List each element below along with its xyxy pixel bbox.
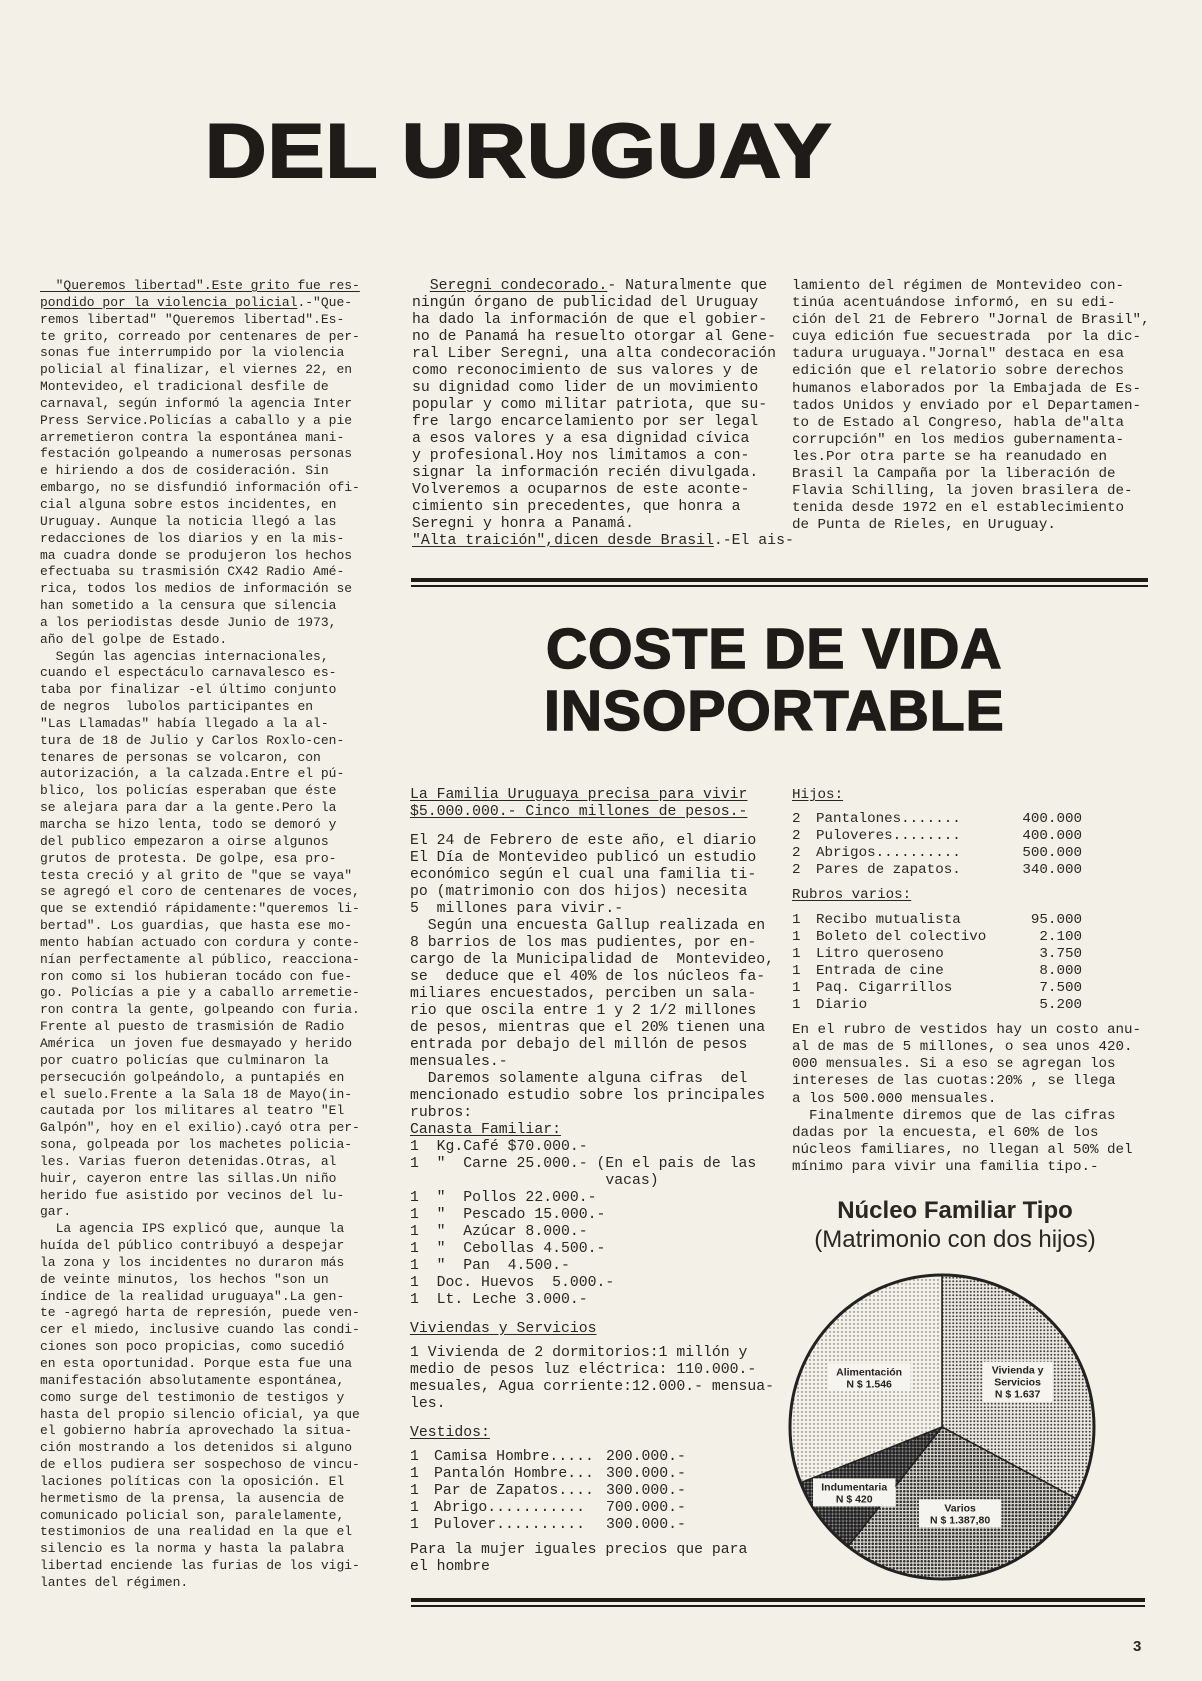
item-name: Pantalones....... <box>816 811 961 828</box>
vestidos-item <box>410 1466 774 1483</box>
item-qty: 1 <box>410 1449 419 1465</box>
item-qty: 1 <box>792 911 801 928</box>
rubros-item <box>792 912 1141 929</box>
item-name: Abrigo........... <box>434 1500 585 1516</box>
subheading-alta-traicion: "Alta traición",dicen desde Brasil <box>412 533 714 549</box>
vestidos-item <box>410 1449 774 1466</box>
canasta-item: 1 " Azúcar 8.000.- <box>410 1224 588 1240</box>
item-price: 8.000 <box>1039 962 1082 979</box>
item-price: 300.000.- <box>606 1466 686 1482</box>
item-qty: 1 <box>792 945 801 962</box>
pie-value-label: N $ 420 <box>835 1493 873 1506</box>
pie-category-label: Servicios <box>994 1376 1041 1389</box>
item-qty: 1 <box>410 1500 419 1516</box>
item-qty: 1 <box>792 997 801 1014</box>
article-left-column <box>40 278 360 1592</box>
headline-coste-de-vida <box>546 618 1005 742</box>
item-name: Recibo mutualista <box>816 911 961 928</box>
article-body: - Naturalmente que ningún órgano de publicidad del Uruguay ha dado la información de que el gobier- no de Panamá ha resuelto otorgar al Gene- ral Liber Seregni, una alta condecoración como reconocimiento de sus valores y de su dignidad como lider de un movimiento popular y como militar patriota, que su- fre largo encarcelamiento por ser legal a esos valores y a esa dignidad cívica y profesional.Hoy nos limitamos a con- signar la información recién divulgada. Volveremos a ocuparnos de este aconte- cimiento sin precedentes, que honra a Seregni y honra a Panamá. <box>412 278 777 532</box>
cost-conclusion: En el rubro de vestidos hay un costo anu- al de mas de 5 millones, o sea unos 420. 000 mensuales. Si a eso se agregan los intereses de las cuotas:20% , se llega a los 500.000 mensuales. Finalmente diremos que de las cifras dadas por la encuesta, el 60% de los núcleos familiares, no llegan al 50% del mínimo para vivir una familia tipo.- <box>792 1022 1142 1175</box>
canasta-list <box>410 1139 774 1309</box>
pie-category-label: Varios <box>944 1502 976 1515</box>
rubros-item <box>792 997 1141 1014</box>
item-price: 300.000.- <box>606 1483 686 1499</box>
headline-line: INSOPORTABLE <box>544 679 1005 743</box>
divider-rule <box>411 1605 1145 1607</box>
cost-heading: La Familia Uruguaya precisa para vivir $5.000.000.- Cinco millones de pesos.- <box>410 787 748 820</box>
cost-intro: El 24 de Febrero de este año, el diario El Día de Montevideo publicó un estudio económico según el cual una familia ti- po (matrimonio con dos hijos) necesita 5 millones para vivir.- Según una encuesta Gallup realizada en 8 barrios de los mas pudientes, por en- cargo de la Municipalidad de Montevideo, se deduce que el 40% de los núcleos fa- miliares encuestados, perciben un sala- rio que oscila entre 1 y 2 1/2 millones de pesos, mientras que el 20% tienen una entrada por debajo del millón de pesos mensuales.- Daremos solamente alguna cifras del mencionado estudio sobre los principales rubros: <box>410 833 775 1121</box>
item-name: Pares de zapatos. <box>816 862 961 879</box>
item-name: Camisa Hombre..... <box>434 1449 594 1465</box>
item-qty: 1 <box>792 962 801 979</box>
rubros-list <box>792 912 1141 1015</box>
canasta-item: 1 " Pan 4.500.- <box>410 1258 570 1274</box>
pie-value-label: N $ 1.387,80 <box>930 1514 991 1527</box>
page-number: 3 <box>1133 1638 1142 1655</box>
vestidos-note: Para la mujer iguales precios que para el hombre <box>410 1542 748 1575</box>
chart-title-block <box>790 1196 1120 1254</box>
hijos-item <box>792 811 1141 828</box>
canasta-heading: Canasta Familiar: <box>410 1122 561 1138</box>
item-price: 340.000 <box>1022 862 1082 879</box>
divider-rule <box>411 578 1148 582</box>
rubros-item <box>792 946 1141 963</box>
item-name: Pulover.......... <box>434 1517 585 1533</box>
subheading-seregni: Seregni condecorado. <box>429 278 608 294</box>
pie-chart <box>780 1262 1110 1592</box>
item-price: 95.000 <box>1030 911 1082 928</box>
item-qty: 1 <box>410 1517 419 1533</box>
indent <box>412 278 430 294</box>
rubros-item <box>792 929 1141 946</box>
item-price: 400.000 <box>1022 828 1082 845</box>
pie-category-label: Vivienda y <box>991 1364 1044 1377</box>
item-price: 700.000.- <box>606 1500 686 1516</box>
item-qty: 2 <box>792 811 801 828</box>
item-name: Litro queroseno <box>816 945 944 962</box>
canasta-item: vacas) <box>410 1173 659 1189</box>
hijos-item <box>792 828 1141 845</box>
item-name: Entrada de cine <box>816 962 944 979</box>
item-qty: 1 <box>792 928 801 945</box>
rubros-heading: Rubros varios: <box>792 887 912 904</box>
item-qty: 2 <box>792 828 801 845</box>
canasta-item: 1 " Cebollas 4.500.- <box>410 1241 606 1257</box>
item-qty: 2 <box>792 845 801 862</box>
canasta-item: 1 Doc. Huevos 5.000.- <box>410 1275 615 1291</box>
cost-middle-column <box>410 787 774 1576</box>
vivienda-heading: Viviendas y Servicios <box>410 1321 597 1337</box>
item-name: Pantalón Hombre... <box>434 1466 594 1482</box>
canasta-item: 1 Lt. Leche 3.000.- <box>410 1292 588 1308</box>
vestidos-heading: Vestidos: <box>410 1425 490 1441</box>
item-qty: 1 <box>410 1483 419 1499</box>
divider-rule <box>411 585 1148 587</box>
item-price: 500.000 <box>1022 845 1082 862</box>
item-name: Puloveres........ <box>816 828 961 845</box>
pie-value-label: N $ 1.546 <box>846 1378 892 1391</box>
item-price: 400.000 <box>1022 811 1082 828</box>
divider-rule <box>411 1598 1145 1602</box>
hijos-item <box>792 862 1141 879</box>
pie-value-label: N $ 1.637 <box>994 1388 1041 1401</box>
pie-category-label: Indumentaria <box>821 1481 888 1494</box>
item-price: 5.200 <box>1039 997 1082 1014</box>
article-body: .-El ais- <box>713 533 794 549</box>
pie-category-label: Alimentación <box>836 1366 903 1379</box>
item-price: 2.100 <box>1039 928 1082 945</box>
item-name: Abrigos.......... <box>816 845 961 862</box>
canasta-item: 1 " Carne 25.000.- (En el pais de las <box>410 1156 757 1172</box>
headline-del-uruguay: DEL URUGUAY <box>205 109 833 194</box>
vestidos-list <box>410 1449 774 1534</box>
item-price: 7.500 <box>1039 979 1082 996</box>
rubros-item <box>792 980 1141 997</box>
item-price: 3.750 <box>1039 945 1082 962</box>
item-qty: 2 <box>792 862 801 879</box>
cost-right-column <box>792 787 1141 1176</box>
article-middle-column <box>412 278 794 550</box>
article-body: .-"Que- remos libertad" "Queremos libertad".Es- te grito, correado por centenares de per- sonas fue interrumpido por la violencia policial al finalizar, el viernes 22, en Montevideo, el tradicional desfile de carnaval, según informó la agencia Inter Press Service.Policías a caballo y a pie arremetieron contra la espontánea mani- festación golpeando a numerosas personas e hiriendo a dos de cosideración. Sin embargo, no se disfundió información ofi- cial alguna sobre estos incidentes, en Uruguay. Aunque la noticia llegó a las redacciones de los diarios y en la mis- ma cuadra donde se produjeron los hechos efectuaba su trasmisión CX42 Radio Amé- rica, todos los medios de información se han sometido a la censura que silencia a los periodistas desde Junio de 1973, año del golpe de Estado. Según las agencias internacionales, cuando el espectáculo carnavalesco es- taba por finalizar -el último conjunto de negros lubolos participantes en "Las Llamadas" había llegado a la al- tura de 18 de Julio y Carlos Roxlo-cen- tenares de personas se volcaron, con autorización, a la calzada.Entre el pú- blico, los policías esperaban que éste se alejara para dar a la gente.Pero la marcha se hizo lenta, todo se demoró y del publico empezaron a oirse algunos grutos de protesta. De golpe, esa pro- testa creció y al grito de "que se vaya" se agregó el coro de centenares de voces, que se extendió rápidamente:"queremos li- bertad". Los guardias, que hasta ese mo- mento habían actuado con cordura y conte- nían perfectamente al público, reacciona- ron como si los hubieran tocádo con fue- go. Policías a pie y a caballo arremetie- ron contra la gente, golpeando con furia. Frente al puesto de trasmisión de Radio América un joven fue desmayado y herido por cuatro policías que culminaron la persecución golpeándolo, a puntapiés en el suelo.Frente a la Sala 18 de Mayo(in- cautada por los militares al teatro "El Galpón", hoy en el exilio).cayó otra per- sona, golpeada por los machetes policia- les. Varias fueron detenidas.Otras, al huir, cayeron entre las sillas.Un niño herido fue asistido por vecinos del lu- gar. La agencia IPS explicó que, aunque la huída del público contribuyó a despejar la zona y los incidentes no duraron más de veinte minutos, los hechos "son un índice de la realidad uruguaya".La gen- te -agregó harta de represión, puede ven- cer el miedo, inclusive cuando las condi- ciones son poco propicias, como sucedió en esta oportunidad. Porque esta fue una manifestación absolutamente espontánea, como surge del testimonio de testigos y hasta del propio silencio oficial, ya que el gobierno habría aprovechado la situa- ción mostrando a los detenidos si alguno de ellos pudiera ser sospechoso de vincu- laciones políticas con la oposición. El hermetismo de la prensa, la ausencia de comunicado policial son, paralelamente, testimonios de una realidad en la que el silencio es la norma y hasta la palabra libertad enciende las furias de los vigi- lantes del régimen. <box>40 294 360 1590</box>
vestidos-item <box>410 1483 774 1500</box>
item-name: Paq. Cigarrillos <box>816 979 953 996</box>
canasta-item: 1 Kg.Café $70.000.- <box>410 1139 588 1155</box>
item-name: Par de Zapatos.... <box>434 1483 594 1499</box>
hijos-heading: Hijos: <box>792 787 844 803</box>
item-name: Diario <box>816 997 868 1014</box>
item-price: 200.000.- <box>606 1449 686 1465</box>
item-qty: 1 <box>410 1466 419 1482</box>
item-qty: 1 <box>792 979 801 996</box>
rubros-item <box>792 963 1141 980</box>
canasta-item: 1 " Pollos 22.000.- <box>410 1190 597 1206</box>
vestidos-item <box>410 1500 774 1517</box>
article-lead: "Queremos libertad".Este grito fue res- pondido por la violencia policial <box>40 278 360 310</box>
chart-subtitle: (Matrimonio con dos hijos) <box>814 1226 1096 1253</box>
article-right-column: lamiento del régimen de Montevideo con- tinúa acentuándose informó, en su edi- ción del 21 de Febrero "Jornal de Brasil", cuya edición fue secuestrada por la dic- tadura uruguaya."Jornal" destaca en esa edición que el relatorio sobre derechos humanos elaborados por la Embajada de Es- tados Unidos y enviado por el Departamen- to de Estado al Congreso, habla de"alta corrupción" en los medios gubernamenta- les.Por otra parte se ha reanudado en Brasil la Campaña por la liberación de Flavia Schilling, la joven brasilera de- tenida desde 1972 en el establecimiento de Punta de Rieles, en Uruguay. <box>792 278 1150 534</box>
vestidos-item <box>410 1517 774 1534</box>
hijos-item <box>792 845 1141 862</box>
item-name: Boleto del colectivo <box>816 928 987 945</box>
canasta-item: 1 " Pescado 15.000.- <box>410 1207 606 1223</box>
headline-line: COSTE DE VIDA <box>546 617 1003 681</box>
chart-title: Núcleo Familiar Tipo <box>837 1197 1073 1224</box>
item-price: 300.000.- <box>606 1517 686 1533</box>
hijos-list <box>792 811 1141 879</box>
vivienda-text: 1 Vivienda de 2 dormitorios:1 millón y medio de pesos luz eléctrica: 110.000.- mesuales, Agua corriente:12.000.- mensua- les. <box>410 1345 775 1412</box>
